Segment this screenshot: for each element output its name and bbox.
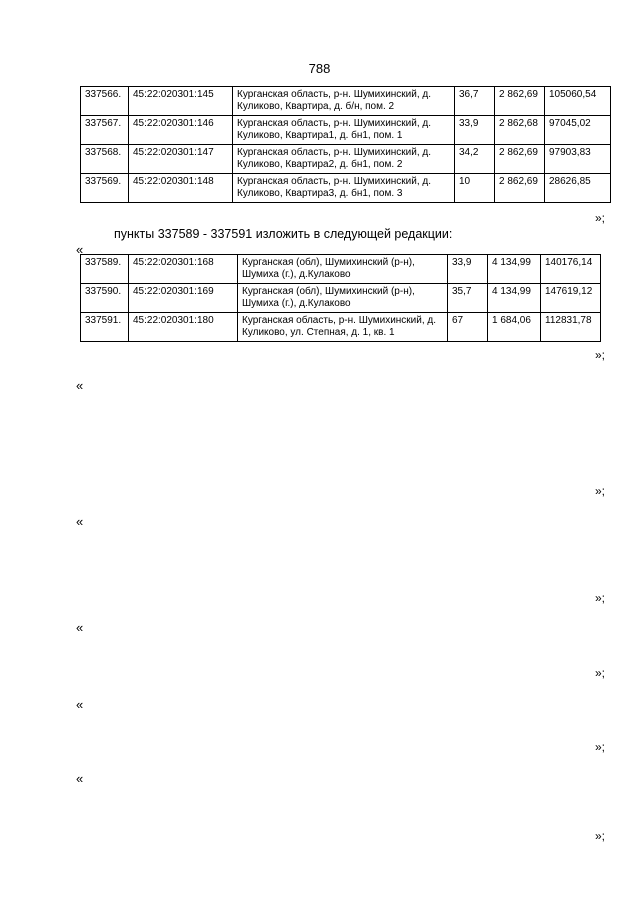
table-row: [81, 145, 611, 174]
cadastral-number: 45:22:020301:145: [129, 87, 233, 116]
open-quote: «: [76, 697, 84, 712]
area: 36,7: [455, 87, 495, 116]
close-quote: »;: [594, 829, 605, 843]
cadastral-number: 45:22:020301:168: [129, 255, 238, 284]
cadastral-number: 45:22:020301:180: [129, 313, 238, 342]
value: 28626,85: [545, 174, 611, 203]
cadastral-number: 45:22:020301:148: [129, 174, 233, 203]
block-heading: пункты 337589 - 337591 изложить в следующей редакции:: [114, 227, 453, 241]
rate: 4 134,99: [488, 255, 541, 284]
item-number: 337566.: [81, 87, 129, 116]
address: Курганская (обл), Шумихинский (р-н), Шумиха (г.), д.Кулаково: [238, 284, 448, 313]
address: Курганская область, р-н. Шумихинский, д. Куликово, Квартира2, д. бн1, пом. 2: [233, 145, 455, 174]
table-row: [81, 116, 611, 145]
cadastral-number: 45:22:020301:147: [129, 145, 233, 174]
table-row: [81, 174, 611, 203]
close-quote: »;: [594, 348, 605, 362]
open-quote: «: [76, 771, 84, 786]
value: 147619,12: [541, 284, 601, 313]
area: 34,2: [455, 145, 495, 174]
value: 97045,02: [545, 116, 611, 145]
address: Курганская область, р-н. Шумихинский, д. Куликово, Квартира, д. б/н, пом. 2: [233, 87, 455, 116]
item-number: 337590.: [81, 284, 129, 313]
open-quote: «: [76, 620, 84, 635]
rate: 4 134,99: [488, 284, 541, 313]
open-quote: «: [76, 514, 84, 529]
area: 33,9: [455, 116, 495, 145]
table-block-1: [80, 254, 601, 342]
open-quote: «: [76, 242, 84, 257]
table-block-0: [80, 86, 611, 203]
item-number: 337591.: [81, 313, 129, 342]
address: Курганская (обл), Шумихинский (р-н), Шумиха (г.), д.Кулаково: [238, 255, 448, 284]
rate: 2 862,69: [495, 87, 545, 116]
close-quote: »;: [594, 484, 605, 498]
address: Курганская область, р-н. Шумихинский, д. Куликово, Квартира1, д. бн1, пом. 1: [233, 116, 455, 145]
cadastral-number: 45:22:020301:146: [129, 116, 233, 145]
rate: 1 684,06: [488, 313, 541, 342]
close-quote: »;: [594, 740, 605, 754]
item-number: 337589.: [81, 255, 129, 284]
table-row: [81, 87, 611, 116]
rate: 2 862,68: [495, 116, 545, 145]
rate: 2 862,69: [495, 145, 545, 174]
table-row: [81, 284, 601, 313]
area: 35,7: [448, 284, 488, 313]
address: Курганская область, р-н. Шумихинский, д. Куликово, ул. Степная, д. 1, кв. 1: [238, 313, 448, 342]
close-quote: »;: [594, 591, 605, 605]
item-number: 337569.: [81, 174, 129, 203]
value: 112831,78: [541, 313, 601, 342]
area: 10: [455, 174, 495, 203]
value: 140176,14: [541, 255, 601, 284]
value: 97903,83: [545, 145, 611, 174]
cadastral-number: 45:22:020301:169: [129, 284, 238, 313]
rate: 2 862,69: [495, 174, 545, 203]
item-number: 337568.: [81, 145, 129, 174]
close-quote: »;: [594, 666, 605, 680]
close-quote: »;: [594, 211, 605, 225]
value: 105060,54: [545, 87, 611, 116]
area: 33,9: [448, 255, 488, 284]
item-number: 337567.: [81, 116, 129, 145]
area: 67: [448, 313, 488, 342]
open-quote: «: [76, 378, 84, 393]
page-number: 788: [308, 61, 331, 76]
table-row: [81, 255, 601, 284]
address: Курганская область, р-н. Шумихинский, д. Куликово, Квартира3, д. бн1, пом. 3: [233, 174, 455, 203]
table-row: [81, 313, 601, 342]
